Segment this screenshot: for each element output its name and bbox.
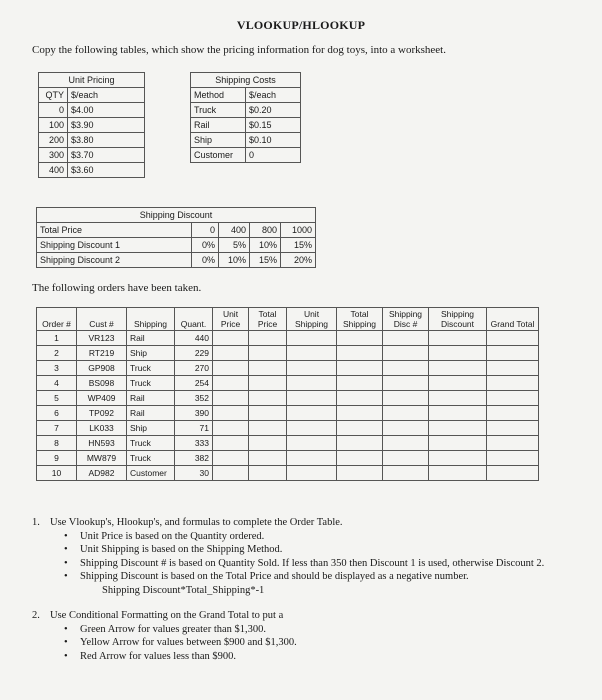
empty-cell — [249, 406, 287, 421]
unit-pricing-header: $/each — [68, 88, 145, 103]
shipping-cell: Customer — [127, 466, 175, 481]
col-header: Shipping Discount — [429, 308, 487, 331]
empty-cell — [213, 391, 249, 406]
quant-cell: 270 — [175, 361, 213, 376]
shipping-costs-table — [190, 72, 301, 163]
table-row — [37, 223, 316, 238]
shipping-cell: Rail — [127, 331, 175, 346]
unit-pricing-table — [38, 72, 145, 178]
shipping-cell: Truck — [127, 451, 175, 466]
discount-cell: 10% — [250, 238, 281, 253]
discount-cell: 15% — [281, 238, 316, 253]
empty-cell — [429, 331, 487, 346]
order-cell: 4 — [37, 376, 77, 391]
orders-table — [36, 307, 539, 481]
empty-cell — [383, 451, 429, 466]
empty-cell — [487, 331, 539, 346]
discount-cell: 20% — [281, 253, 316, 268]
table-row — [191, 103, 301, 118]
order-cell: 5 — [37, 391, 77, 406]
table-row — [37, 421, 539, 436]
empty-cell — [287, 406, 337, 421]
price-cell: $3.60 — [68, 163, 145, 178]
empty-cell — [383, 466, 429, 481]
empty-cell — [383, 391, 429, 406]
shipping-cell: Ship — [127, 421, 175, 436]
col-header: Total Price — [249, 308, 287, 331]
bullet-item: • Yellow Arrow for values between $900 and $1,300. — [64, 636, 572, 650]
empty-cell — [487, 421, 539, 436]
empty-cell — [429, 436, 487, 451]
discount-cell: 1000 — [281, 223, 316, 238]
formula-line: Shipping Discount*Total_Shipping*-1 — [102, 584, 265, 596]
empty-cell — [287, 421, 337, 436]
table-row — [191, 133, 301, 148]
order-cell: 6 — [37, 406, 77, 421]
shipping-cell: Truck — [127, 436, 175, 451]
quant-cell: 30 — [175, 466, 213, 481]
qty-cell: 300 — [39, 148, 68, 163]
method-cell: Customer — [191, 148, 246, 163]
empty-cell — [383, 436, 429, 451]
empty-cell — [287, 331, 337, 346]
cust-cell: BS098 — [77, 376, 127, 391]
discount-cell: 800 — [250, 223, 281, 238]
empty-cell — [287, 451, 337, 466]
shipping-costs-title: Shipping Costs — [191, 73, 301, 88]
table-row — [37, 238, 316, 253]
cust-cell: LK033 — [77, 421, 127, 436]
col-header: Grand Total — [487, 308, 539, 331]
table-row — [39, 118, 145, 133]
empty-cell — [429, 421, 487, 436]
orders-header-row — [37, 308, 539, 331]
empty-cell — [429, 346, 487, 361]
method-cell: Ship — [191, 133, 246, 148]
empty-cell — [429, 391, 487, 406]
empty-cell — [337, 451, 383, 466]
empty-cell — [249, 421, 287, 436]
cust-cell: WP409 — [77, 391, 127, 406]
empty-cell — [487, 391, 539, 406]
empty-cell — [213, 346, 249, 361]
method-cell: Truck — [191, 103, 246, 118]
quant-cell: 352 — [175, 391, 213, 406]
empty-cell — [429, 466, 487, 481]
cost-cell: $0.20 — [246, 103, 301, 118]
page-title: VLOOKUP/HLOOKUP — [236, 18, 366, 32]
order-cell: 8 — [37, 436, 77, 451]
table-row — [37, 253, 316, 268]
instruction-1-bullets — [32, 530, 572, 584]
table-row — [37, 406, 539, 421]
empty-cell — [287, 361, 337, 376]
table-row — [37, 391, 539, 406]
empty-cell — [383, 421, 429, 436]
empty-cell — [249, 436, 287, 451]
order-cell: 10 — [37, 466, 77, 481]
qty-cell: 100 — [39, 118, 68, 133]
table-row — [39, 103, 145, 118]
shipping-cell: Rail — [127, 406, 175, 421]
order-cell: 9 — [37, 451, 77, 466]
empty-cell — [487, 466, 539, 481]
shipping-cell: Truck — [127, 376, 175, 391]
table-row — [191, 148, 301, 163]
instruction-number: 1. — [32, 517, 40, 528]
empty-cell — [487, 346, 539, 361]
empty-cell — [383, 406, 429, 421]
order-cell: 7 — [37, 421, 77, 436]
empty-cell — [213, 361, 249, 376]
bullet-item: • Shipping Discount # is based on Quantity Sold. If less than 350 then Discount 1 is used, otherwise Discount 2. — [64, 557, 572, 571]
row-label: Total Price — [37, 223, 192, 238]
empty-cell — [337, 406, 383, 421]
empty-cell — [487, 376, 539, 391]
empty-cell — [249, 346, 287, 361]
discount-cell: 400 — [219, 223, 250, 238]
empty-cell — [249, 451, 287, 466]
shipping-cell: Rail — [127, 391, 175, 406]
empty-cell — [383, 361, 429, 376]
empty-cell — [213, 376, 249, 391]
col-header: Shipping Disc # — [383, 308, 429, 331]
price-cell: $4.00 — [68, 103, 145, 118]
empty-cell — [337, 436, 383, 451]
cost-cell: $0.10 — [246, 133, 301, 148]
order-cell: 2 — [37, 346, 77, 361]
qty-cell: 200 — [39, 133, 68, 148]
cust-cell: MW879 — [77, 451, 127, 466]
discount-cell: 10% — [219, 253, 250, 268]
table-row — [37, 451, 539, 466]
shipping-costs-header: Method — [191, 88, 246, 103]
empty-cell — [429, 376, 487, 391]
empty-cell — [249, 361, 287, 376]
empty-cell — [213, 451, 249, 466]
empty-cell — [249, 391, 287, 406]
empty-cell — [429, 451, 487, 466]
col-header: Unit Price — [213, 308, 249, 331]
empty-cell — [213, 436, 249, 451]
empty-cell — [487, 436, 539, 451]
cust-cell: AD982 — [77, 466, 127, 481]
table-row — [37, 436, 539, 451]
quant-cell: 390 — [175, 406, 213, 421]
cust-cell: HN593 — [77, 436, 127, 451]
quant-cell: 229 — [175, 346, 213, 361]
empty-cell — [337, 421, 383, 436]
quant-cell: 333 — [175, 436, 213, 451]
empty-cell — [287, 436, 337, 451]
discount-cell: 0% — [192, 253, 219, 268]
shipping-discount-title: Shipping Discount — [37, 208, 316, 223]
price-cell: $3.90 — [68, 118, 145, 133]
empty-cell — [287, 391, 337, 406]
empty-cell — [287, 466, 337, 481]
quant-cell: 440 — [175, 331, 213, 346]
table-row — [39, 163, 145, 178]
shipping-costs-header: $/each — [246, 88, 301, 103]
discount-cell: 0 — [192, 223, 219, 238]
quant-cell: 71 — [175, 421, 213, 436]
discount-cell: 15% — [250, 253, 281, 268]
instruction-text: Use Conditional Formatting on the Grand Total to put a — [50, 610, 284, 621]
table-row — [37, 346, 539, 361]
col-header: Total Shipping — [337, 308, 383, 331]
col-header: Order # — [37, 308, 77, 331]
empty-cell — [213, 421, 249, 436]
order-cell: 3 — [37, 361, 77, 376]
empty-cell — [213, 406, 249, 421]
empty-cell — [213, 331, 249, 346]
bullet-item: • Unit Shipping is based on the Shipping Method. — [64, 543, 572, 557]
cust-cell: RT219 — [77, 346, 127, 361]
row-label: Shipping Discount 1 — [37, 238, 192, 253]
col-header: Quant. — [175, 308, 213, 331]
cost-cell: $0.15 — [246, 118, 301, 133]
orders-intro: The following orders have been taken. — [32, 282, 202, 294]
shipping-cell: Truck — [127, 361, 175, 376]
row-label: Shipping Discount 2 — [37, 253, 192, 268]
cost-cell: 0 — [246, 148, 301, 163]
price-cell: $3.80 — [68, 133, 145, 148]
instruction-2 — [32, 609, 572, 623]
col-header: Cust # — [77, 308, 127, 331]
bullet-item: • Green Arrow for values greater than $1,300. — [64, 623, 572, 637]
bullet-item: • Unit Price is based on the Quantity ordered. — [64, 530, 572, 544]
table-row — [37, 376, 539, 391]
bullet-item: • Shipping Discount is based on the Total Price and should be displayed as a negative number. — [64, 570, 572, 584]
empty-cell — [213, 466, 249, 481]
instruction-1 — [32, 516, 572, 530]
empty-cell — [383, 346, 429, 361]
instruction-2-bullets — [32, 623, 572, 664]
discount-cell: 0% — [192, 238, 219, 253]
empty-cell — [337, 361, 383, 376]
empty-cell — [487, 361, 539, 376]
empty-cell — [383, 331, 429, 346]
empty-cell — [429, 406, 487, 421]
cust-cell: VR123 — [77, 331, 127, 346]
cust-cell: GP908 — [77, 361, 127, 376]
table-row — [191, 118, 301, 133]
quant-cell: 382 — [175, 451, 213, 466]
col-header: Shipping — [127, 308, 175, 331]
unit-pricing-title: Unit Pricing — [39, 73, 145, 88]
qty-cell: 0 — [39, 103, 68, 118]
empty-cell — [249, 376, 287, 391]
empty-cell — [249, 331, 287, 346]
table-row — [37, 361, 539, 376]
empty-cell — [337, 331, 383, 346]
table-row — [39, 148, 145, 163]
shipping-cell: Ship — [127, 346, 175, 361]
empty-cell — [287, 346, 337, 361]
empty-cell — [337, 466, 383, 481]
table-row — [37, 331, 539, 346]
empty-cell — [487, 406, 539, 421]
empty-cell — [249, 466, 287, 481]
discount-cell: 5% — [219, 238, 250, 253]
instruction-text: Use Vlookup's, Hlookup's, and formulas to complete the Order Table. — [50, 517, 343, 528]
cust-cell: TP092 — [77, 406, 127, 421]
instruction-number: 2. — [32, 610, 40, 621]
empty-cell — [487, 451, 539, 466]
table-row — [39, 133, 145, 148]
empty-cell — [383, 376, 429, 391]
order-cell: 1 — [37, 331, 77, 346]
intro-text: Copy the following tables, which show the pricing information for dog toys, into a worksheet. — [32, 44, 446, 56]
quant-cell: 254 — [175, 376, 213, 391]
method-cell: Rail — [191, 118, 246, 133]
price-cell: $3.70 — [68, 148, 145, 163]
col-header: Unit Shipping — [287, 308, 337, 331]
bullet-item: • Red Arrow for values less than $900. — [64, 650, 572, 664]
empty-cell — [337, 376, 383, 391]
qty-cell: 400 — [39, 163, 68, 178]
empty-cell — [287, 376, 337, 391]
table-row — [37, 466, 539, 481]
shipping-discount-table — [36, 207, 316, 268]
unit-pricing-header: QTY — [39, 88, 68, 103]
empty-cell — [429, 361, 487, 376]
empty-cell — [337, 346, 383, 361]
instructions — [32, 516, 572, 663]
empty-cell — [337, 391, 383, 406]
